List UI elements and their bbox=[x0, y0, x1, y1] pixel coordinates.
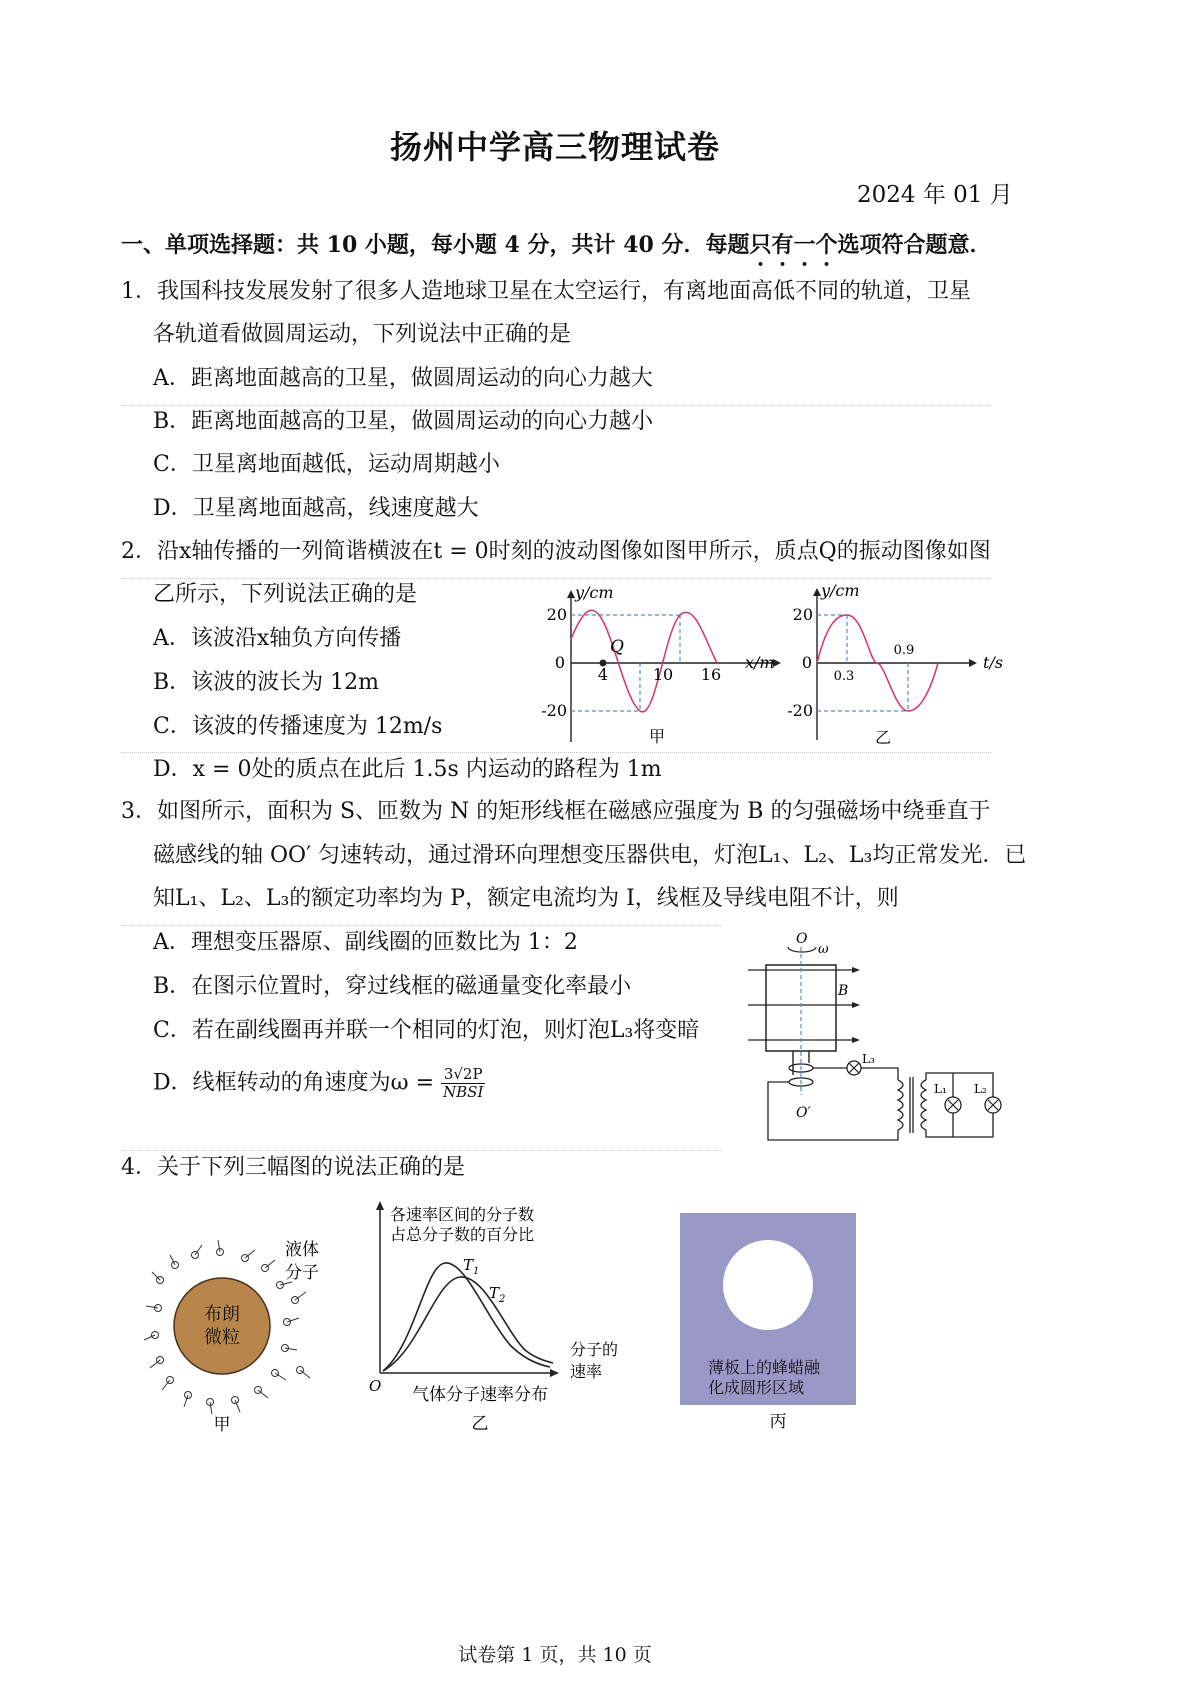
q3-stem-line1: 3．如图所示，面积为 S、匝数为 N 的矩形线框在磁感应强度为 B 的匀强磁场中绕垂直于 bbox=[121, 799, 991, 824]
y-tick-label: 20 bbox=[546, 605, 567, 624]
secondary-coil bbox=[921, 1080, 926, 1130]
origin-label: O bbox=[369, 1377, 382, 1395]
speed-distribution-figure bbox=[355, 1195, 645, 1440]
q1-option-b: B．距离地面越高的卫星，做圆周运动的向心力越小 bbox=[153, 409, 654, 434]
field-arrow bbox=[852, 967, 860, 973]
liquid-label: 液体 bbox=[285, 1240, 319, 1260]
generator-circuit-figure bbox=[738, 925, 1018, 1145]
beeswax-plate-figure bbox=[680, 1213, 860, 1443]
curve-t2 bbox=[383, 1277, 553, 1371]
x-tick-label: 10 bbox=[652, 665, 674, 684]
y-tick-label: -20 bbox=[787, 701, 813, 720]
q2-option-c: C．该波的传播速度为 12m/s bbox=[153, 714, 443, 739]
t-axis-label: t/s bbox=[983, 653, 1004, 672]
figure-caption: 丙 bbox=[769, 1412, 787, 1432]
page-title: 扬州中学高三物理试卷 bbox=[389, 128, 720, 166]
separator bbox=[121, 405, 991, 406]
point-q-label: Q bbox=[610, 637, 624, 657]
section-heading: 一、单项选择题：共 10 小题，每小题 4 分，共计 40 分．每题只有一个选项符合题意． bbox=[121, 232, 992, 258]
q2-option-b: B．该波的波长为 12m bbox=[153, 670, 380, 695]
wave-graph bbox=[535, 580, 790, 750]
y-axis-arrow bbox=[567, 590, 575, 598]
q3-option-b: B．在图示位置时，穿过线框的磁通量变化率最小 bbox=[153, 974, 632, 999]
exam-date: 2024 年 01 月 bbox=[857, 182, 1013, 208]
q1-option-d: D．卫星离地面越高，线速度越大 bbox=[153, 496, 479, 521]
brownian-figure bbox=[140, 1230, 340, 1440]
omega-label: ω bbox=[818, 942, 829, 957]
chart-title: 气体分子速率分布 bbox=[412, 1385, 548, 1405]
q4-stem: 4．关于下列三幅图的说法正确的是 bbox=[121, 1155, 465, 1180]
field-arrow bbox=[852, 1002, 860, 1008]
t2-label: $T_2$ bbox=[489, 1284, 506, 1305]
lamp-l1-label: L₁ bbox=[934, 1082, 947, 1096]
y-tick-label: -20 bbox=[541, 701, 567, 720]
fraction: $\frac{3√2P}{\text{NBSI}}$ bbox=[443, 1065, 484, 1101]
separator bbox=[121, 925, 721, 926]
field-arrow bbox=[852, 1037, 860, 1043]
y-axis-arrow bbox=[376, 1201, 384, 1210]
q2-option-d: D．x = 0处的质点在此后 1.5s 内运动的路程为 1m bbox=[153, 757, 662, 782]
y-axis-arrow bbox=[813, 588, 821, 596]
vibration-graph bbox=[785, 578, 1010, 750]
figure-caption: 乙 bbox=[471, 1414, 489, 1434]
lamp-l2-label: L₂ bbox=[974, 1082, 987, 1096]
t1-label: $T_1$ bbox=[463, 1256, 480, 1277]
plate-label: 薄板上的蜂蜡融 bbox=[708, 1358, 821, 1377]
axis-label-o-prime: O′ bbox=[796, 1105, 811, 1121]
y-tick-label: 20 bbox=[792, 605, 813, 624]
q2-stem-line2: 乙所示，下列说法正确的是 bbox=[153, 582, 418, 607]
figure-caption: 甲 bbox=[648, 727, 666, 746]
separator bbox=[121, 752, 991, 753]
x-tick-label: 4 bbox=[597, 665, 609, 684]
q1-stem-line1: 1．我国科技发展发射了很多人造地球卫星在太空运行，有离地面高低不同的轨道，卫星 bbox=[121, 279, 971, 304]
q3-option-a: A．理想变压器原、副线圈的匝数比为 1：2 bbox=[153, 930, 578, 955]
primary-coil bbox=[898, 1080, 903, 1130]
q3-option-d: D．线框转动的角速度为ω = $\frac{3√2P}{\text{NBSI}}$ bbox=[153, 1065, 484, 1101]
y-tick-label: 0 bbox=[554, 653, 565, 672]
lamp-l3-label: L₃ bbox=[862, 1052, 875, 1066]
axis-label-o: O bbox=[796, 931, 808, 947]
x-axis-label: 分子的 bbox=[570, 1340, 619, 1359]
figure-caption: 乙 bbox=[874, 728, 892, 747]
q2-option-a: A．该波沿x轴负方向传播 bbox=[153, 626, 402, 651]
q1-option-a: A．距离地面越高的卫星，做圆周运动的向心力越大 bbox=[153, 366, 653, 391]
q3-stem-line2: 磁感线的轴 OO′ 匀速转动，通过滑环向理想变压器供电，灯泡L₁、L₂、L₃均正常发光．已 bbox=[153, 843, 1027, 868]
t-tick-label: 0.9 bbox=[893, 643, 915, 658]
x-axis-arrow bbox=[550, 1369, 559, 1377]
wave-curve bbox=[571, 610, 717, 712]
figure-caption: 甲 bbox=[213, 1415, 231, 1435]
y-axis-label: y/cm bbox=[575, 583, 614, 602]
liquid-label: 分子 bbox=[285, 1263, 319, 1283]
melted-wax-circle bbox=[723, 1240, 813, 1330]
q1-stem-line2: 各轨道看做圆周运动，下列说法中正确的是 bbox=[153, 322, 572, 347]
x-tick-label: 16 bbox=[700, 665, 722, 684]
y-axis-label: 各速率区间的分子数 bbox=[390, 1205, 535, 1224]
emphasis-text: 只有一个 bbox=[749, 232, 838, 258]
rotation-arrow bbox=[788, 947, 816, 952]
y-axis-label: y/cm bbox=[821, 581, 860, 600]
page-footer: 试卷第 1 页，共 10 页 bbox=[458, 1644, 652, 1666]
curve-t1 bbox=[383, 1263, 550, 1371]
field-label: B bbox=[838, 983, 849, 999]
particle-label: 微粒 bbox=[204, 1327, 240, 1348]
x-axis-label: x/m bbox=[745, 653, 775, 672]
x-axis-label: 速率 bbox=[570, 1362, 603, 1381]
q1-option-c: C．卫星离地面越低，运动周期越小 bbox=[153, 452, 500, 477]
y-axis-label: 占总分子数的百分比 bbox=[390, 1225, 535, 1244]
t-axis-arrow bbox=[969, 659, 977, 667]
q2-stem-line1: 2．沿x轴传播的一列简谐横波在t = 0时刻的波动图像如图甲所示，质点Q的振动图像如图 bbox=[121, 539, 991, 564]
q3-option-c: C．若在副线圈再并联一个相同的灯泡，则灯泡L₃将变暗 bbox=[153, 1018, 700, 1043]
wire bbox=[768, 1082, 898, 1140]
t-tick-label: 0.3 bbox=[833, 669, 855, 684]
y-tick-label: 0 bbox=[801, 653, 812, 672]
plate-label: 化成圆形区域 bbox=[708, 1378, 805, 1397]
q3-stem-line3: 知L₁、L₂、L₃的额定功率均为 P，额定电流均为 I，线框及导线电阻不计，则 bbox=[153, 886, 899, 911]
separator bbox=[121, 1150, 721, 1151]
brownian-particle bbox=[174, 1278, 270, 1374]
particle-label: 布朗 bbox=[204, 1304, 240, 1325]
wire bbox=[861, 1068, 898, 1080]
